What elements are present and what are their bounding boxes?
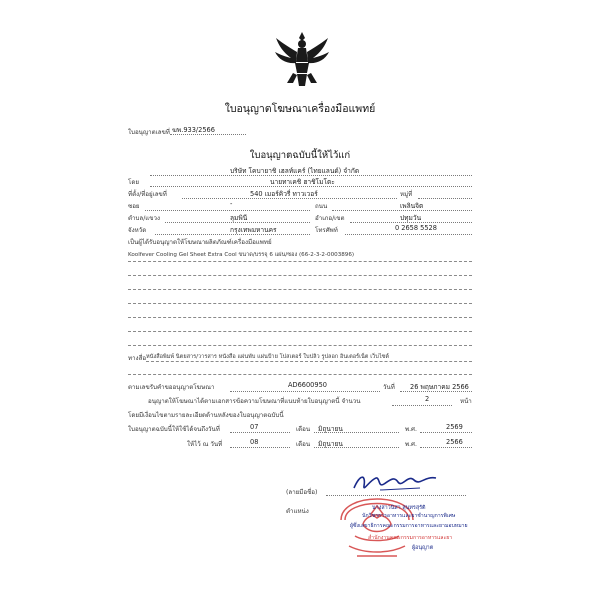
province-label: จังหวัด: [128, 227, 147, 234]
document-title: ใบอนุญาตโฆษณาเครื่องมือแพทย์: [224, 103, 376, 115]
valid-year-label: พ.ศ.: [405, 426, 417, 433]
issued-month: มิถุนายน: [318, 440, 343, 448]
garuda-emblem: [273, 30, 331, 92]
province-value: กรุงเทพมหานคร: [230, 226, 277, 234]
issued-year: 2566: [446, 438, 463, 446]
position-label: ตำแหน่ง: [286, 508, 309, 515]
representative-name: นายทาเคชิ ฮาชิโมโตะ: [270, 178, 335, 186]
signer-name: นางสาวนิสา สุนทรสุรัติ: [372, 505, 426, 511]
attachment-label: อนุญาตให้โฆษณาได้ตามเอกสารข้อความโฆษณาที่แนบท้ายใบอนุญาตนี้ จำนวน: [148, 398, 361, 405]
reference-date-label: วันที่: [383, 384, 395, 391]
reference-label: ตามเลขรับคำขออนุญาตโฆษณา: [128, 384, 215, 391]
issued-year-label: พ.ศ.: [405, 441, 417, 448]
reference-value: AD6600950: [288, 381, 327, 389]
soi-label: ซอย: [128, 203, 140, 210]
attachment-count: 2: [425, 395, 430, 403]
signer-title: นักวิชาการอาหารและยาชำนาญการพิเศษ: [362, 513, 456, 519]
road-label: ถนน: [315, 203, 328, 210]
permit-number-value: ฆพ.933/2566: [172, 126, 215, 134]
company-name: บริษัท โคบายาชิ เฮลท์แคร์ (ไทยแลนด์) จำกัด: [230, 167, 360, 175]
permit-number-label: ใบอนุญาตเลขที่: [128, 129, 170, 136]
valid-until-label: ใบอนุญาตฉบับนี้ให้ใช้ได้จนถึงวันที่: [128, 426, 220, 433]
address-value: 540 เมอร์คิวรี่ ทาวเวอร์: [250, 190, 318, 198]
stamp-text: สำนักงานคณะกรรมการอาหารและยา: [368, 535, 453, 541]
district-label: อำเภอ/เขต: [315, 215, 345, 222]
phone-label: โทรศัพท์: [315, 227, 338, 234]
media-label: ทางสื่อ: [128, 355, 147, 362]
subdistrict-label: ตำบล/แขวง: [128, 215, 161, 222]
media-value: หนังสือพิมพ์ นิตยสาร/วารสาร หนังสือ แผ่นพับ แผ่นป้าย โปสเตอร์ ใบปลิว รูปลอก อินเตอร์เน็ต เว็บไซต์: [146, 354, 390, 360]
by-label: โดย: [128, 179, 139, 186]
reference-date-value: 26 พฤษภาคม 2566: [410, 383, 469, 391]
valid-year: 2569: [446, 423, 463, 431]
attachment-unit: หน้า: [460, 398, 472, 405]
conditions-note: โดยมีเงื่อนไขตามรายละเอียดด้านหลังของใบอนุญาตฉบับนี้: [128, 412, 284, 419]
valid-month-label: เดือน: [296, 426, 311, 433]
phone-value: 0 2658 5528: [395, 224, 437, 232]
valid-month: มิถุนายน: [318, 425, 343, 433]
product-description: Koolfever Cooling Gel Sheet Extra Cool ขนาด/บรรจุ 6 แผ่น/ซอง (66-2-3-2-0003896): [128, 252, 355, 258]
address-label: ที่ตั้ง/ที่อยู่เลขที่: [128, 191, 167, 198]
signature-label: (ลายมือชื่อ): [286, 489, 318, 496]
district-value: ปทุมวัน: [400, 214, 422, 222]
road-value: เพลินจิต: [400, 202, 424, 210]
soi-value: -: [230, 200, 233, 208]
issued-month-label: เดือน: [296, 441, 311, 448]
issued-on-label: ให้ไว้ ณ วันที่: [187, 441, 223, 448]
moo-label: หมู่ที่: [400, 191, 413, 198]
signer-suffix: ผู้อนุญาต: [412, 545, 434, 551]
issued-to-heading: ใบอนุญาตฉบับนี้ให้ไว้แก่: [249, 150, 351, 161]
issued-day: 08: [250, 438, 259, 446]
signer-role: ผู้ซึ่งเลขาธิการคณะกรรมการอาหารและยามอบหมาย: [350, 523, 468, 529]
subdistrict-value: ลุมพินี: [230, 214, 248, 222]
product-intro: เป็นผู้ได้รับอนุญาตให้โฆษณาผลิตภัณฑ์เครื่องมือแพทย์: [128, 239, 272, 246]
valid-day: 07: [250, 423, 259, 431]
